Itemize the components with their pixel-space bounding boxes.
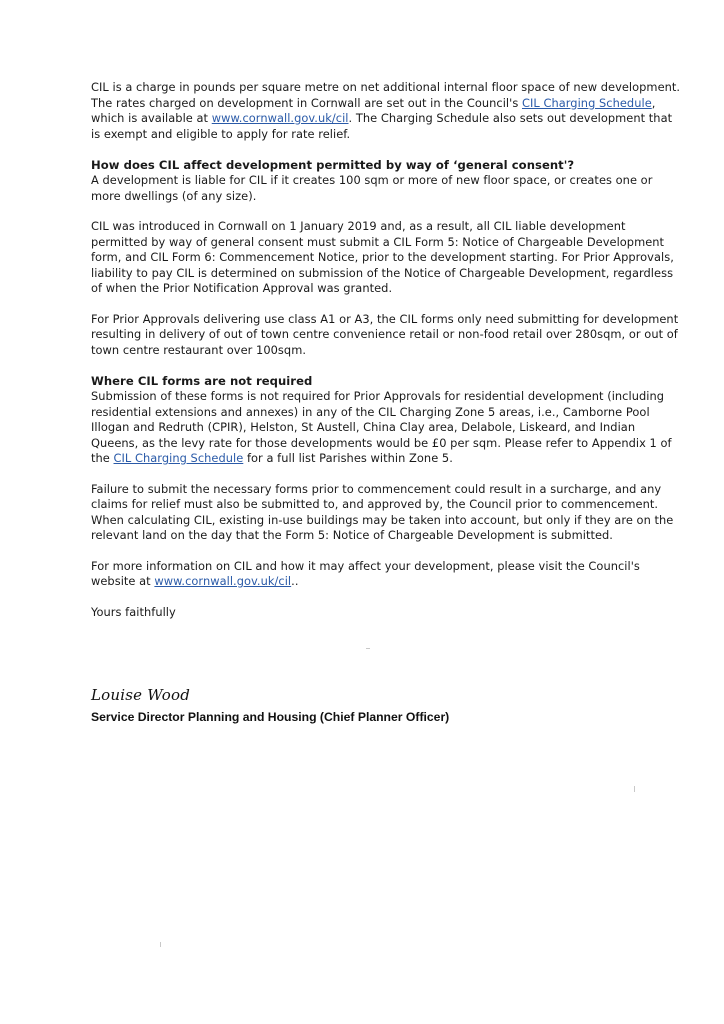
surcharge-warning-paragraph: Failure to submit the necessary forms prior to commencement could result in a surcharge, and any claims for relief must also be submitted to, and approved by, the Council prior to commencement. When calculating CIL, existing in-use buildings may be taken into account, but only if they are on the relevant land on the day that the Form 5: Notice of Chargeable Development is submitted.: [91, 481, 674, 542]
yours-faithfully: Yours faithfully: [91, 604, 176, 619]
letter-body: [91, 80, 681, 620]
scan-speck: [634, 786, 635, 792]
forms-not-required-paragraph: [91, 389, 681, 467]
cil-charging-schedule-link[interactable]: CIL Charging Schedule: [521, 95, 652, 110]
more-info-paragraph: [91, 559, 681, 590]
scan-speck: [160, 942, 161, 947]
not-required-text-1: Submission of these forms is not required for Prior Approvals for residential development (including residential extensions and annexes) in any of the CIL Charging Zone 5 areas, i.e., Camborne Pool Illogan and Redruth (CPIR), Helston, St Austell, China Clay area, Delabole, Liskeard, and Indian Queens, as the levy rate for those developments would be £0 per sqm. Please refer to Appendix 1 of the: [91, 389, 672, 465]
cil-intro-paragraph: [91, 80, 681, 142]
more-info-text-1: For more information on CIL and how it may affect your development, please visit the Council's website at: [91, 558, 640, 588]
cornwall-cil-url-link-2[interactable]: www.cornwall.gov.uk/cil: [154, 574, 292, 588]
more-info-text-2: ..: [291, 574, 299, 588]
intro-text-2: , which is available at: [91, 95, 656, 125]
general-consent-liability-paragraph: A development is liable for CIL if it creates 100 sqm or more of new floor space, or creates one or more dwellings (of any size).: [91, 173, 653, 203]
intro-text-1: CIL is a charge in pounds per square metre on net additional internal floor space of new development. The rates charged on development in Cornwall are set out in the Council's: [91, 80, 681, 110]
not-required-text-2: for a full list Parishes within Zone 5.: [243, 451, 453, 465]
cil-charging-schedule-link-2[interactable]: CIL Charging Schedule: [113, 451, 244, 465]
cil-introduction-paragraph: CIL was introduced in Cornwall on 1 January 2019 and, as a result, all CIL liable development permitted by way of general consent must submit a CIL Form 5: Notice of Chargeable Development form, and CIL Form 6: Commencement Notice, prior to the development starting. For Prior Approvals, liability to pay CIL is determined on submission of the Notice of Chargeable Development, regardless of when the Prior Notification Approval was granted.: [91, 219, 674, 295]
scan-speck: [366, 648, 370, 649]
signature: Louise Wood: [91, 686, 191, 704]
prior-approvals-paragraph: For Prior Approvals delivering use class A1 or A3, the CIL forms only need submitting for development resulting in delivery of out of town centre convenience retail or non-food retail over 280sqm, or out of town centre restaurant over 100sqm.: [91, 311, 679, 357]
general-consent-heading: How does CIL affect development permitted by way of ‘general consent'?: [91, 158, 575, 172]
forms-not-required-heading: Where CIL forms are not required: [91, 374, 313, 388]
signatory-title: Service Director Planning and Housing (Chief Planner Officer): [91, 710, 450, 724]
intro-text-3: . The Charging Schedule also sets out development that is exempt and eligible to apply for rate relief.: [91, 111, 673, 141]
cornwall-cil-url-link[interactable]: www.cornwall.gov.uk/cil: [211, 111, 349, 125]
